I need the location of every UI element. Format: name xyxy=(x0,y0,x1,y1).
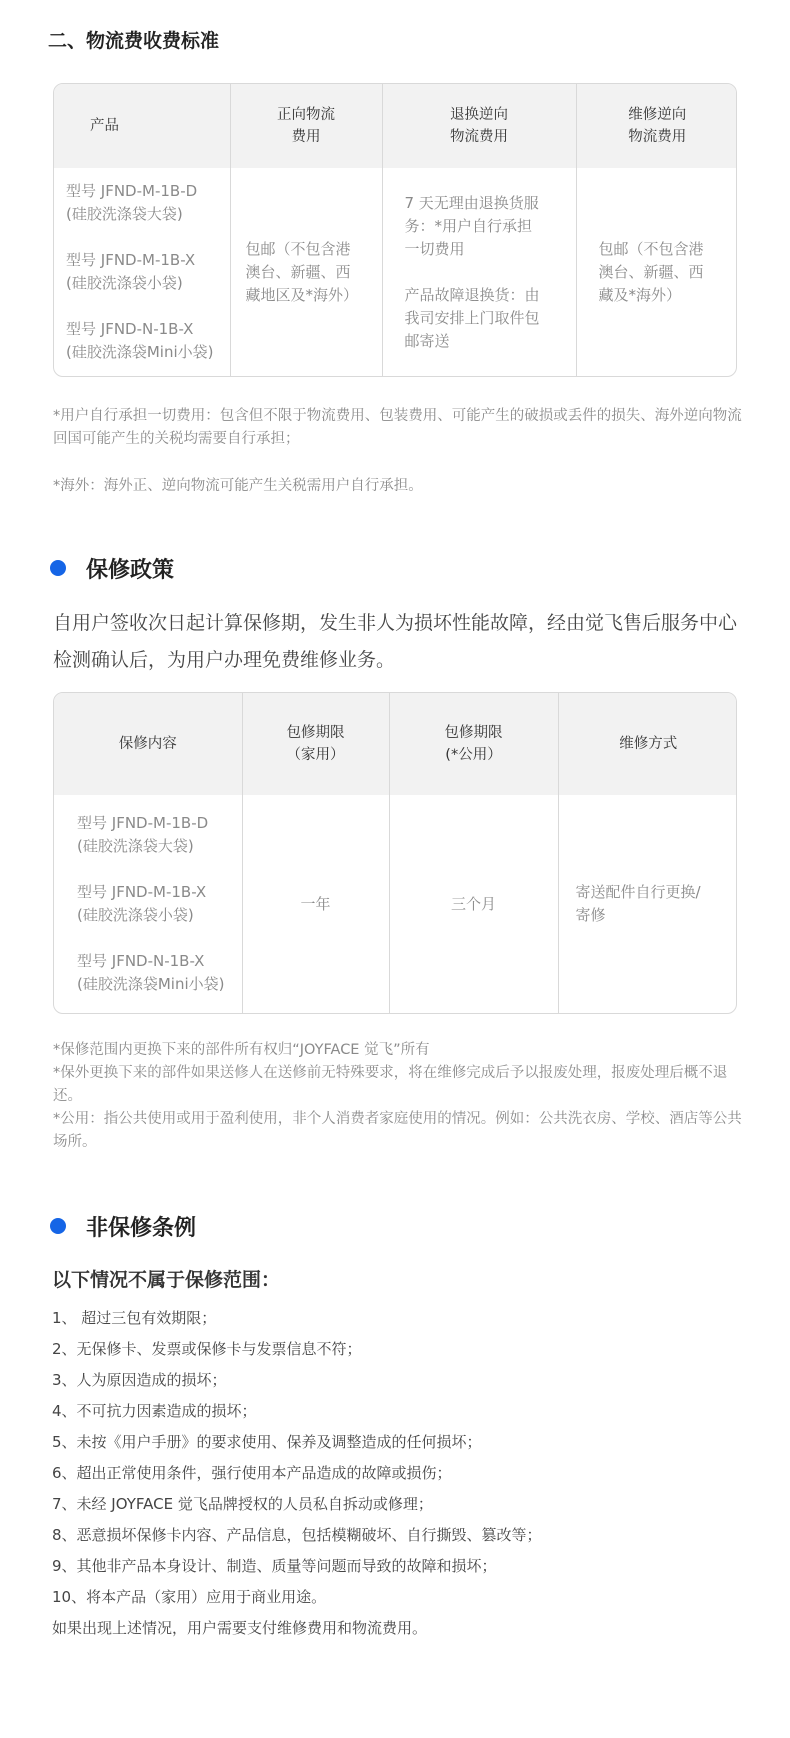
product-desc: (硅胶洗涤袋大袋) xyxy=(77,837,194,855)
non-warranty-subheading: 以下情况不属于保修范围： xyxy=(52,1269,281,1291)
header-return-shipping: 退换逆向 物流费用 xyxy=(382,84,576,168)
product-desc: (硅胶洗涤袋小袋) xyxy=(77,906,194,924)
bullet-dot-icon xyxy=(50,560,66,576)
warranty-note-2: *保外更换下来的部件如果送修人在送修前无特殊要求，将在维修完成后予以报废处理，报废处理后概不退还。 xyxy=(53,1065,728,1104)
product-model: 型号 JFND-M-1B-D xyxy=(66,182,198,200)
list-item: 3、人为原因造成的损坏； xyxy=(52,1371,227,1389)
header-repair-method: 维修方式 xyxy=(558,693,737,795)
forward-shipping-cell: 包邮（不包含港 澳台、新疆、西 藏地区及*海外） xyxy=(230,168,382,376)
logistics-note-2: *海外：海外正、逆向物流可能产生关税需用户自行承担。 xyxy=(53,478,423,494)
warranty-table xyxy=(53,692,737,1014)
product-desc: (硅胶洗涤袋Mini小袋) xyxy=(66,343,214,361)
home-period-cell: 一年 xyxy=(242,795,389,1013)
product-model: 型号 JFND-M-1B-D xyxy=(77,814,209,832)
list-item: 5、未按《用户手册》的要求使用、保养及调整造成的任何损坏； xyxy=(52,1433,482,1451)
product-model: 型号 JFND-M-1B-X xyxy=(66,251,196,269)
list-item: 6、超出正常使用条件，强行使用本产品造成的故障或损伤； xyxy=(52,1464,452,1482)
product-list-cell xyxy=(54,168,230,376)
product-desc: (硅胶洗涤袋小袋) xyxy=(66,274,183,292)
product-desc: (硅胶洗涤袋大袋) xyxy=(66,205,183,223)
list-item: 7、未经 JOYFACE 觉飞品牌授权的人员私自拆动或修理； xyxy=(52,1495,433,1513)
non-warranty-list xyxy=(52,1303,752,1613)
list-item: 2、无保修卡、发票或保修卡与发票信息不符； xyxy=(52,1340,362,1358)
product-desc: (硅胶洗涤袋Mini小袋) xyxy=(77,975,225,993)
list-item: 10、将本产品（家用）应用于商业用途。 xyxy=(52,1588,327,1606)
repair-method-cell: 寄送配件自行更换/ 寄修 xyxy=(558,795,737,1013)
warranty-intro: 自用户签收次日起计算保修期，发生非人为损坏性能故障，经由觉飞售后服务中心检测确认后，为用户办理免费维修业务。 xyxy=(53,612,738,671)
bullet-dot-icon xyxy=(50,1218,66,1234)
header-forward-shipping: 正向物流 费用 xyxy=(230,84,382,168)
product-model: 型号 JFND-N-1B-X xyxy=(77,952,205,970)
list-item: 4、不可抗力因素造成的损坏； xyxy=(52,1402,257,1420)
public-period-cell: 三个月 xyxy=(389,795,558,1013)
list-item: 8、恶意损坏保修卡内容、产品信息，包括模糊破坏、自行撕毁、篡改等； xyxy=(52,1526,542,1544)
header-home-period: 包修期限 （家用） xyxy=(242,693,389,795)
product-model: 型号 JFND-N-1B-X xyxy=(66,320,194,338)
header-product: 产品 xyxy=(54,84,230,168)
non-warranty-closing: 如果出现上述情况，用户需要支付维修费用和物流费用。 xyxy=(52,1619,428,1637)
warranty-note-3: *公用：指公共使用或用于盈利使用，非个人消费者家庭使用的情况。例如：公共洗衣房、学校、酒店等公共场所。 xyxy=(53,1111,742,1150)
logistics-fee-table xyxy=(53,83,737,377)
list-item: 9、其他非产品本身设计、制造、质量等问题而导致的故障和损坏； xyxy=(52,1557,497,1575)
logistics-note-1: *用户自行承担一切费用：包含但不限于物流费用、包装费用、可能产生的破损或丢件的损失、海外逆向物流回国可能产生的关税均需要自行承担； xyxy=(53,408,742,447)
repair-shipping-cell: 包邮（不包含港 澳台、新疆、西 藏及*海外） xyxy=(576,168,737,376)
logistics-section-title: 二、物流费收费标准 xyxy=(48,30,220,52)
header-repair-shipping: 维修逆向 物流费用 xyxy=(576,84,737,168)
list-item: 1、 超过三包有效期限； xyxy=(52,1309,217,1327)
non-warranty-heading: 非保修条例 xyxy=(86,1216,197,1241)
header-public-period: 包修期限 (*公用） xyxy=(389,693,558,795)
header-warranty-content: 保修内容 xyxy=(54,693,242,795)
return-shipping-cell: 7 天无理由退换货服 务：*用户自行承担 一切费用 产品故障退换货：由 我司安排上门取件包 邮寄送 xyxy=(382,168,576,376)
product-model: 型号 JFND-M-1B-X xyxy=(77,883,207,901)
warranty-product-cell xyxy=(54,795,242,1013)
warranty-note-1: *保修范围内更换下来的部件所有权归“JOYFACE 觉飞”所有 xyxy=(53,1042,430,1058)
warranty-heading: 保修政策 xyxy=(86,558,175,583)
